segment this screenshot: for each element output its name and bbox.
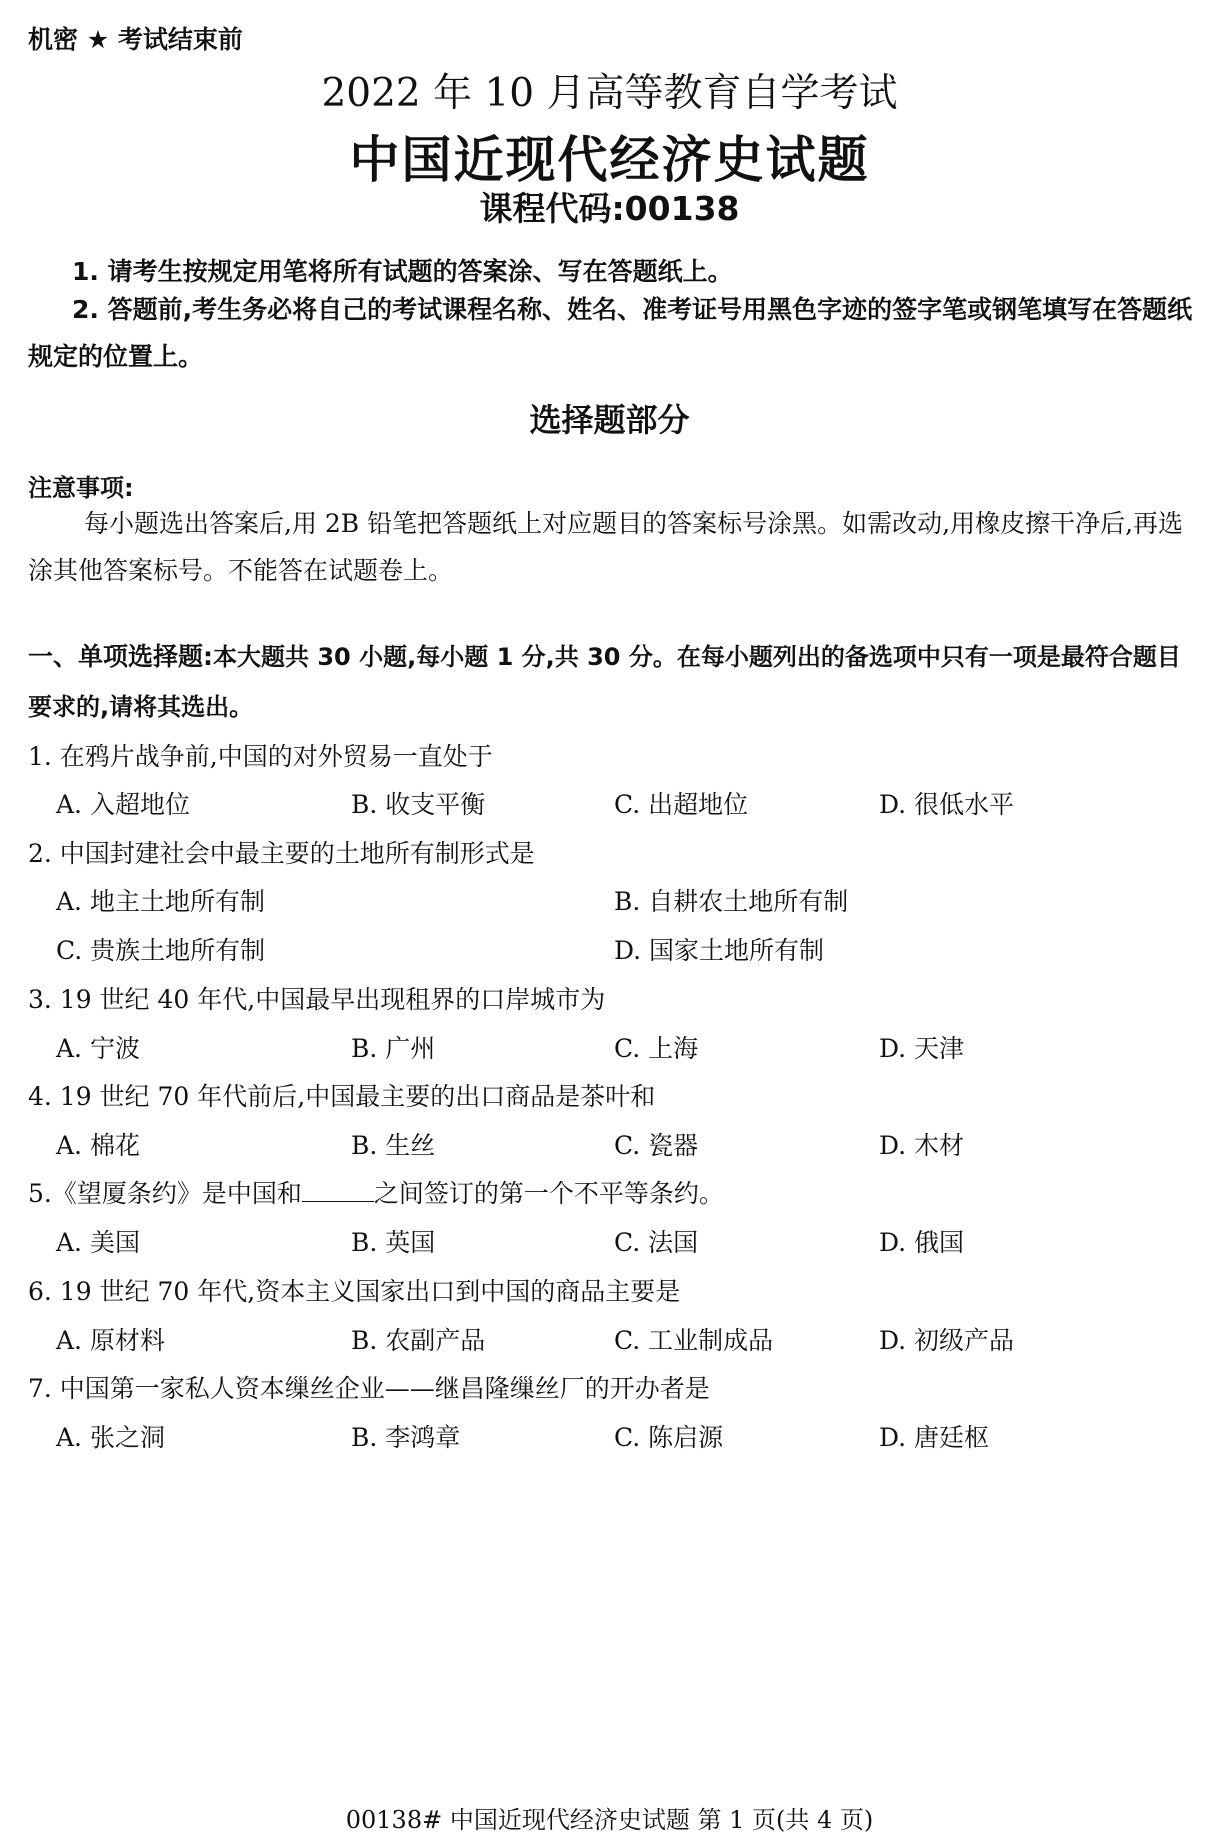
question-1-option-d: D. 很低水平 xyxy=(879,790,1015,819)
notice-2: 2. 答题前,考生务必将自己的考试课程名称、姓名、准考证号用黑色字迹的签字笔或钢笔填写在答题纸规定的位置上。 xyxy=(28,295,1193,371)
question-7-option-a: A. 张之洞 xyxy=(56,1423,165,1452)
part-one-label: 一、单项选择题: xyxy=(28,642,213,671)
question-1-stem: 1. 在鸦片战争前,中国的对外贸易一直处于 xyxy=(28,742,493,771)
question-2-option-a: A. 地主土地所有制 xyxy=(56,887,265,916)
page-footer: 00138# 中国近现代经济史试题 第 1 页(共 4 页) xyxy=(345,1806,874,1834)
question-5-option-c: C. 法国 xyxy=(614,1228,699,1257)
part-one-instructions xyxy=(28,632,1198,732)
question-4-stem: 4. 19 世纪 70 年代前后,中国最主要的出口商品是茶叶和 xyxy=(28,1082,656,1111)
question-5-stem-after: 之间签订的第一个不平等条约。 xyxy=(373,1179,724,1208)
attention-title: 注意事项: xyxy=(28,474,134,502)
question-3-option-a: A. 宁波 xyxy=(56,1034,140,1063)
question-1-option-c: C. 出超地位 xyxy=(614,790,749,819)
confidential-mark: 机密 ★ 考试结束前 xyxy=(28,25,243,54)
part-one-body: 本大题共 30 小题,每小题 1 分,共 30 分。在每小题列出的备选项中只有一项是最符合题目要求的,请将其选出。 xyxy=(28,643,1181,721)
question-6-option-d: D. 初级产品 xyxy=(879,1326,1015,1355)
question-7-stem: 7. 中国第一家私人资本缫丝企业——继昌隆缫丝厂的开办者是 xyxy=(28,1374,710,1403)
notice-1: 1. 请考生按规定用笔将所有试题的答案涂、写在答题纸上。 xyxy=(72,257,733,286)
question-5-option-d: D. 俄国 xyxy=(879,1228,965,1257)
question-7-option-d: D. 唐廷枢 xyxy=(879,1423,990,1452)
question-5-stem xyxy=(28,1174,724,1210)
exam-title: 2022 年 10 月高等教育自学考试 xyxy=(321,71,898,116)
section-heading: 选择题部分 xyxy=(529,401,690,439)
question-2-option-d: D. 国家土地所有制 xyxy=(614,936,825,965)
question-4-option-c: C. 瓷器 xyxy=(614,1131,699,1160)
question-3-option-c: C. 上海 xyxy=(614,1034,699,1063)
question-3-option-b: B. 广州 xyxy=(351,1034,436,1063)
question-7-option-b: B. 李鸿章 xyxy=(351,1423,461,1452)
question-6-option-a: A. 原材料 xyxy=(56,1326,165,1355)
question-2-option-c: C. 贵族土地所有制 xyxy=(56,936,266,965)
question-4-option-a: A. 棉花 xyxy=(56,1131,140,1160)
question-3-stem: 3. 19 世纪 40 年代,中国最早出现租界的口岸城市为 xyxy=(28,985,606,1014)
attention-body: 每小题选出答案后,用 2B 铅笔把答题纸上对应题目的答案标号涂黑。如需改动,用橡皮擦干净后,再选涂其他答案标号。不能答在试题卷上。 xyxy=(28,509,1184,585)
question-6-option-c: C. 工业制成品 xyxy=(614,1326,774,1355)
question-1-option-b: B. 收支平衡 xyxy=(351,790,486,819)
question-4-option-d: D. 木材 xyxy=(879,1131,965,1160)
question-1-option-a: A. 入超地位 xyxy=(56,790,190,819)
question-3-option-d: D. 天津 xyxy=(879,1034,965,1063)
question-6-stem: 6. 19 世纪 70 年代,资本主义国家出口到中国的商品主要是 xyxy=(28,1277,681,1306)
course-code: 课程代码:00138 xyxy=(479,189,740,228)
subject-title: 中国近现代经济史试题 xyxy=(349,131,870,189)
question-5-stem-before: 5.《望厦条约》是中国和 xyxy=(28,1179,302,1208)
question-2-stem: 2. 中国封建社会中最主要的土地所有制形式是 xyxy=(28,839,535,868)
question-2-option-b: B. 自耕农土地所有制 xyxy=(614,887,849,916)
question-6-option-b: B. 农副产品 xyxy=(351,1326,486,1355)
answer-blank xyxy=(302,1179,374,1202)
question-5-option-b: B. 英国 xyxy=(351,1228,436,1257)
question-7-option-c: C. 陈启源 xyxy=(614,1423,724,1452)
question-5-option-a: A. 美国 xyxy=(56,1228,140,1257)
question-4-option-b: B. 生丝 xyxy=(351,1131,436,1160)
